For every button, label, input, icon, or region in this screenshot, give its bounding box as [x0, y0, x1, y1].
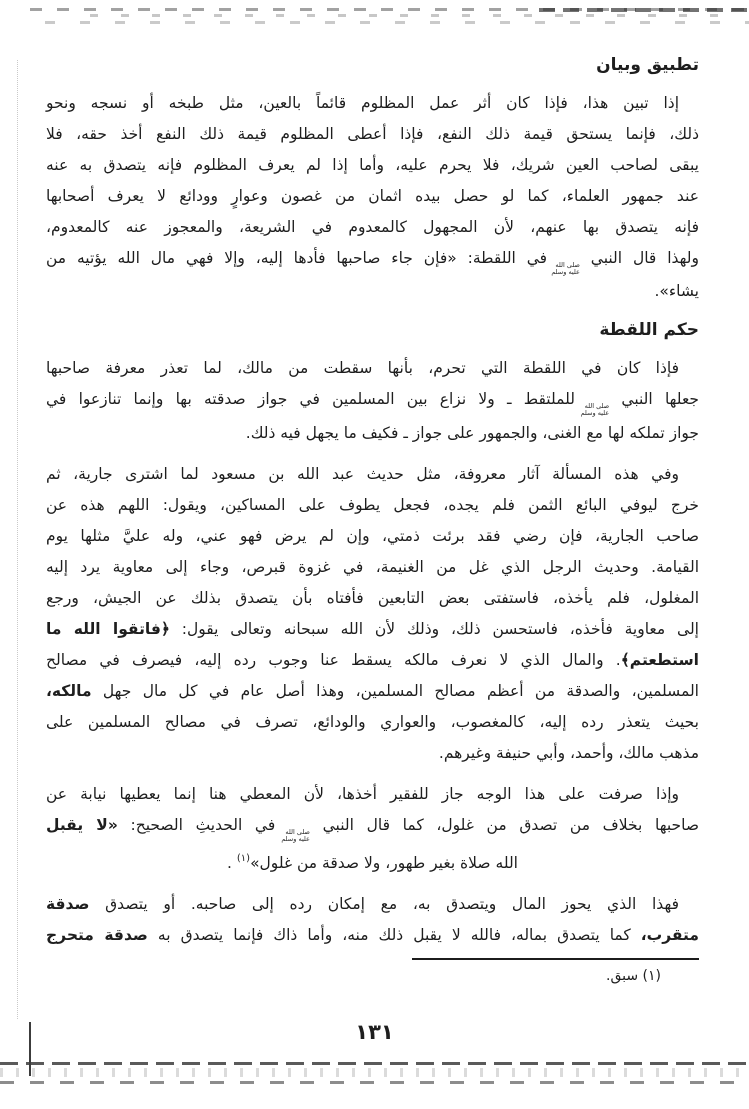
text-segment: ﴿فاتقوا الله ما — [46, 619, 170, 638]
text-line — [46, 920, 699, 951]
text-segment: ذلك، فإنما يستحق قيمة ذلك النفع، فإذا أعطى المظلوم قيمة ذلك النفع أخذ حقه، فلا — [46, 125, 699, 143]
footnote-marker: (١) — [236, 852, 251, 864]
text-segment: مذهب مالك، وأحمد، وأبي حنيفة وغيرهم. — [438, 743, 699, 762]
text-segment: كما يتصدق بماله، فالله لا يقبل ذلك منه، وأما ذاك فإنما يتصدق به — [147, 925, 641, 944]
text-line — [46, 810, 699, 843]
text-line — [46, 212, 699, 243]
scan-noise-bottom-speckle — [0, 1068, 749, 1077]
scan-noise-top-row1 — [30, 8, 749, 11]
text-segment: إلى معاوية فأخذه، فاستحسن ذلك، وذلك لأن الله سبحانه وتعالى يقول: — [169, 619, 699, 638]
text-line — [46, 243, 699, 276]
paragraph — [46, 779, 699, 879]
text-line — [46, 88, 699, 119]
scan-noise-top-right — [539, 8, 749, 12]
text-segment: عند جمهور العلماء، كما لو حصل بيده اثمان من غصون وعوارٍ وودائع لا يعرف أصحابها — [46, 187, 699, 205]
text-segment: جعلها النبي — [609, 390, 700, 409]
paragraph — [46, 353, 699, 448]
text-line — [46, 552, 699, 583]
paragraph — [46, 88, 699, 307]
text-segment: . — [227, 853, 237, 872]
text-segment: خرج ليوفي البائع الثمن فلم يجده، فجعل يطوف على المساكين، ويقول: اللهم هذه عن — [46, 495, 699, 514]
page-number: ١٣١ — [355, 1020, 394, 1044]
prophet-honorific-glyph: صلى الله عليه وسلم — [281, 827, 310, 843]
text-segment: جواز تملكه لها مع الغنى، والجمهور على جواز ـ فكيف ما يجهل فيه ذلك. — [245, 423, 699, 442]
text-line — [46, 614, 699, 645]
text-segment: المغلول، فلم يأخذه، فاستفتى بعض التابعين فأفتاه بأن يتصدق بذلك عن الجيش، ورجع — [46, 588, 699, 607]
text-segment: صاحبها بخلاف من تصدق من غلول، كما قال النبي — [309, 815, 699, 834]
text-segment: متقرب، — [640, 925, 699, 944]
text-line — [46, 738, 699, 769]
text-line — [46, 707, 699, 738]
text-segment: استطعتم﴾ — [620, 650, 699, 669]
text-line — [46, 490, 699, 521]
text-content — [46, 46, 699, 961]
text-line — [46, 181, 699, 212]
text-segment: فهذا الذي يحوز المال ويتصدق به، مع إمكان رده إلى صاحبه. أو يتصدق — [89, 894, 679, 913]
text-segment: وفي هذه المسألة آثار معروفة، مثل حديث عبد الله بن مسعود لما اشترى جارية، ثم — [46, 464, 679, 483]
footnote-text: (١) سبق. — [606, 968, 661, 984]
text-line — [46, 676, 699, 707]
scan-noise-top-row2 — [90, 14, 741, 17]
section-heading: تطبيق وبيان — [596, 55, 699, 75]
text-segment: في اللقطة: «فإن جاء صاحبها فأدها إليه، وإلا فهي مال الله يؤتيه من — [46, 249, 558, 267]
text-segment: ولهذا قال النبي — [579, 249, 699, 267]
text-segment: صدقة — [46, 894, 90, 913]
text-line — [46, 384, 699, 417]
text-segment: إذا تبين هذا، فإذا كان أثر عمل المظلوم قائماً بالعين، مثل طبخه أو نسجه ونحو — [46, 94, 679, 112]
text-segment: صاحب الجارية، فإن رضي فقد برئت ذمتي، وإن لم يرض فهو عني، وله عليَّ مثلها يوم — [46, 526, 699, 545]
prophet-honorific-glyph: صلى الله عليه وسلم — [580, 402, 610, 418]
text-segment: بحيث يتعذر رده إليه، كالمغصوب، والعواري والودائع، تصرف في مصالح المسلمين على — [46, 712, 699, 731]
text-segment: الله صلاة بغير طهور، ولا صدقة من غلول» — [250, 853, 518, 872]
text-segment: مالكه، — [46, 681, 92, 700]
text-segment: للملتقط ـ ولا نزاع بين المسلمين في جواز صدقته بها وإنما تنازعوا في — [46, 390, 588, 409]
text-line — [46, 353, 699, 384]
section-heading: حكم اللقطة — [599, 320, 699, 341]
text-segment: صدقة متحرج — [46, 925, 148, 944]
text-segment: القيامة. وحديث الرجل الذي غل من الغنيمة، في غزوة قبرص، وجاء إلى معاوية يرد إليه — [46, 557, 699, 576]
text-line — [46, 583, 699, 614]
text-segment: المسلمين، والصدقة من أعظم مصالح المسلمين، وهذا أصل عام في كل مال جهل — [91, 681, 699, 700]
paragraph — [46, 889, 699, 951]
text-segment: وإذا صرفت على هذا الوجه جاز للفقير أخذها، لأن المعطي هنا إنما يعطيها نيابة عن — [46, 784, 679, 803]
text-line — [46, 276, 699, 307]
text-line — [46, 459, 699, 490]
text-segment: فإذا كان في اللقطة التي تحرم، بأنها سقطت من مالك، لما تعذر معرفة صاحبها — [46, 359, 679, 378]
text-segment: فإنه يتصدق بها عنهم، لأن المجهول كالمعدوم في الشريعة، والمعجوز عنه كالمعدوم، — [46, 218, 699, 236]
footnote-area — [46, 958, 699, 984]
text-segment: . والمال الذي لا نعرف مالكه يسقط عنا وجوب رده إليه، فيصرف في مصالح — [46, 650, 621, 669]
scan-noise-bottom-row1 — [0, 1062, 749, 1065]
text-segment: «لا يقبل — [46, 815, 118, 834]
text-line — [46, 418, 699, 449]
text-line — [46, 889, 699, 920]
text-line — [46, 521, 699, 552]
prophet-honorific-glyph: صلى الله عليه وسلم — [551, 261, 580, 277]
footnote-separator-rule — [412, 958, 699, 960]
text-segment: يشاء». — [654, 282, 699, 301]
scan-noise-bottom-row2 — [0, 1081, 749, 1084]
text-line — [46, 150, 699, 181]
text-line — [46, 645, 699, 676]
text-segment: يبقى لصاحب العين شريك، فلا يحرم عليه، وأما إذا لم يعرف المظلوم فإنه يتصدق به عنه — [46, 156, 699, 174]
scan-noise-top-row3 — [45, 21, 749, 24]
text-line — [46, 843, 699, 879]
text-segment: في الحديثِ الصحيح: — [117, 815, 288, 834]
text-line — [46, 119, 699, 150]
paragraph — [46, 459, 699, 769]
scan-noise-left-edge — [17, 60, 19, 1019]
text-line — [46, 779, 699, 810]
